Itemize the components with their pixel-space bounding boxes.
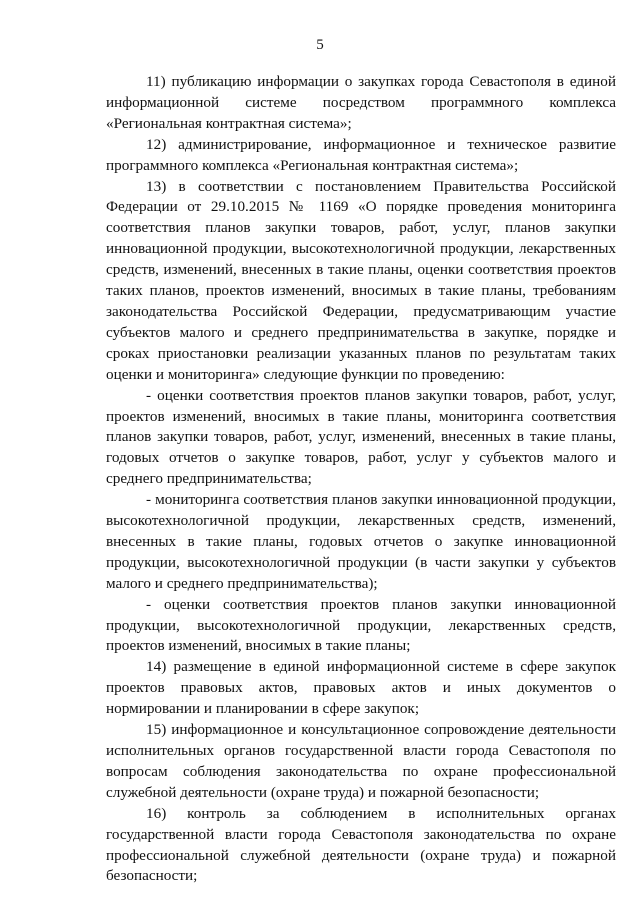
paragraph-item-11: 11) публикацию информации о закупках города Севастополя в единой информационной системе посредством программного комплекса «Региональная контрактная система»; xyxy=(106,73,616,132)
paragraph-subitem-assessment: - оценки соответствия проектов планов закупки товаров, работ, услуг, проектов изменений, вносимых в такие планы, мониторинга соответствия планов закупки товаров, работ, услуг, изменений, внесенных в такие планы, годовых отчетов о закупке товаров, работ, услуг у субъектов малого и среднего предпринимательства; xyxy=(106,386,616,488)
page-number: 5 xyxy=(316,37,324,53)
paragraph-subitem-innovation-assessment: - оценки соответствия проектов планов закупки инновационной продукции, высокотехнологичной продукции, лекарственных средств, проектов изменений, вносимых в такие планы; xyxy=(106,595,616,655)
document-body xyxy=(106,72,616,887)
paragraph-item-16: 16) контроль за соблюдением в исполнительных органах государственной власти города Севастополя законодательства по охране профессиональной служебной деятельности (охране труда) и пожарной безопасности; xyxy=(106,804,616,885)
paragraph-item-12: 12) администрирование, информационное и техническое развитие программного комплекса «Региональная контрактная система»; xyxy=(106,135,616,174)
paragraph-item-15: 15) информационное и консультационное сопровождение деятельности исполнительных органов государственной власти города Севастополя по вопросам соблюдения законодательства по охране профессиональной служебной деятельности (охране труда) и пожарной безопасности; xyxy=(106,721,616,801)
paragraph-item-13: 13) в соответствии с постановлением Правительства Российской Федерации от 29.10.2015 № 1169 «О порядке проведения мониторинга соответствия планов закупки товаров, работ, услуг, планов закупки инновационной продукции, высокотехнологичной продукции, лекарственных средств, изменений, внесенных в такие планы, оценки соответствия проектов таких планов, проектов изменений, вносимых в такие планы, требованиям законодательства Российской Федерации, предусматривающим участие субъектов малого и среднего предпринимательства в закупке, порядке и сроках приостановки реализации указанных планов по результатам таких оценки и мониторинга» следующие функции по проведению: xyxy=(106,177,616,383)
paragraph-item-14: 14) размещение в единой информационной системе в сфере закупок проектов правовых актов, правовых актов и иных документов о нормировании и планировании в сфере закупок; xyxy=(106,658,616,718)
paragraph-subitem-monitoring: - мониторинга соответствия планов закупки инновационной продукции, высокотехнологичной продукции, лекарственных средств, изменений, внесенных в такие планы, годовых отчетов о закупке инновационной продукции, высокотехнологичной продукции (в части закупки у субъектов малого и среднего предпринимательства); xyxy=(106,491,616,592)
